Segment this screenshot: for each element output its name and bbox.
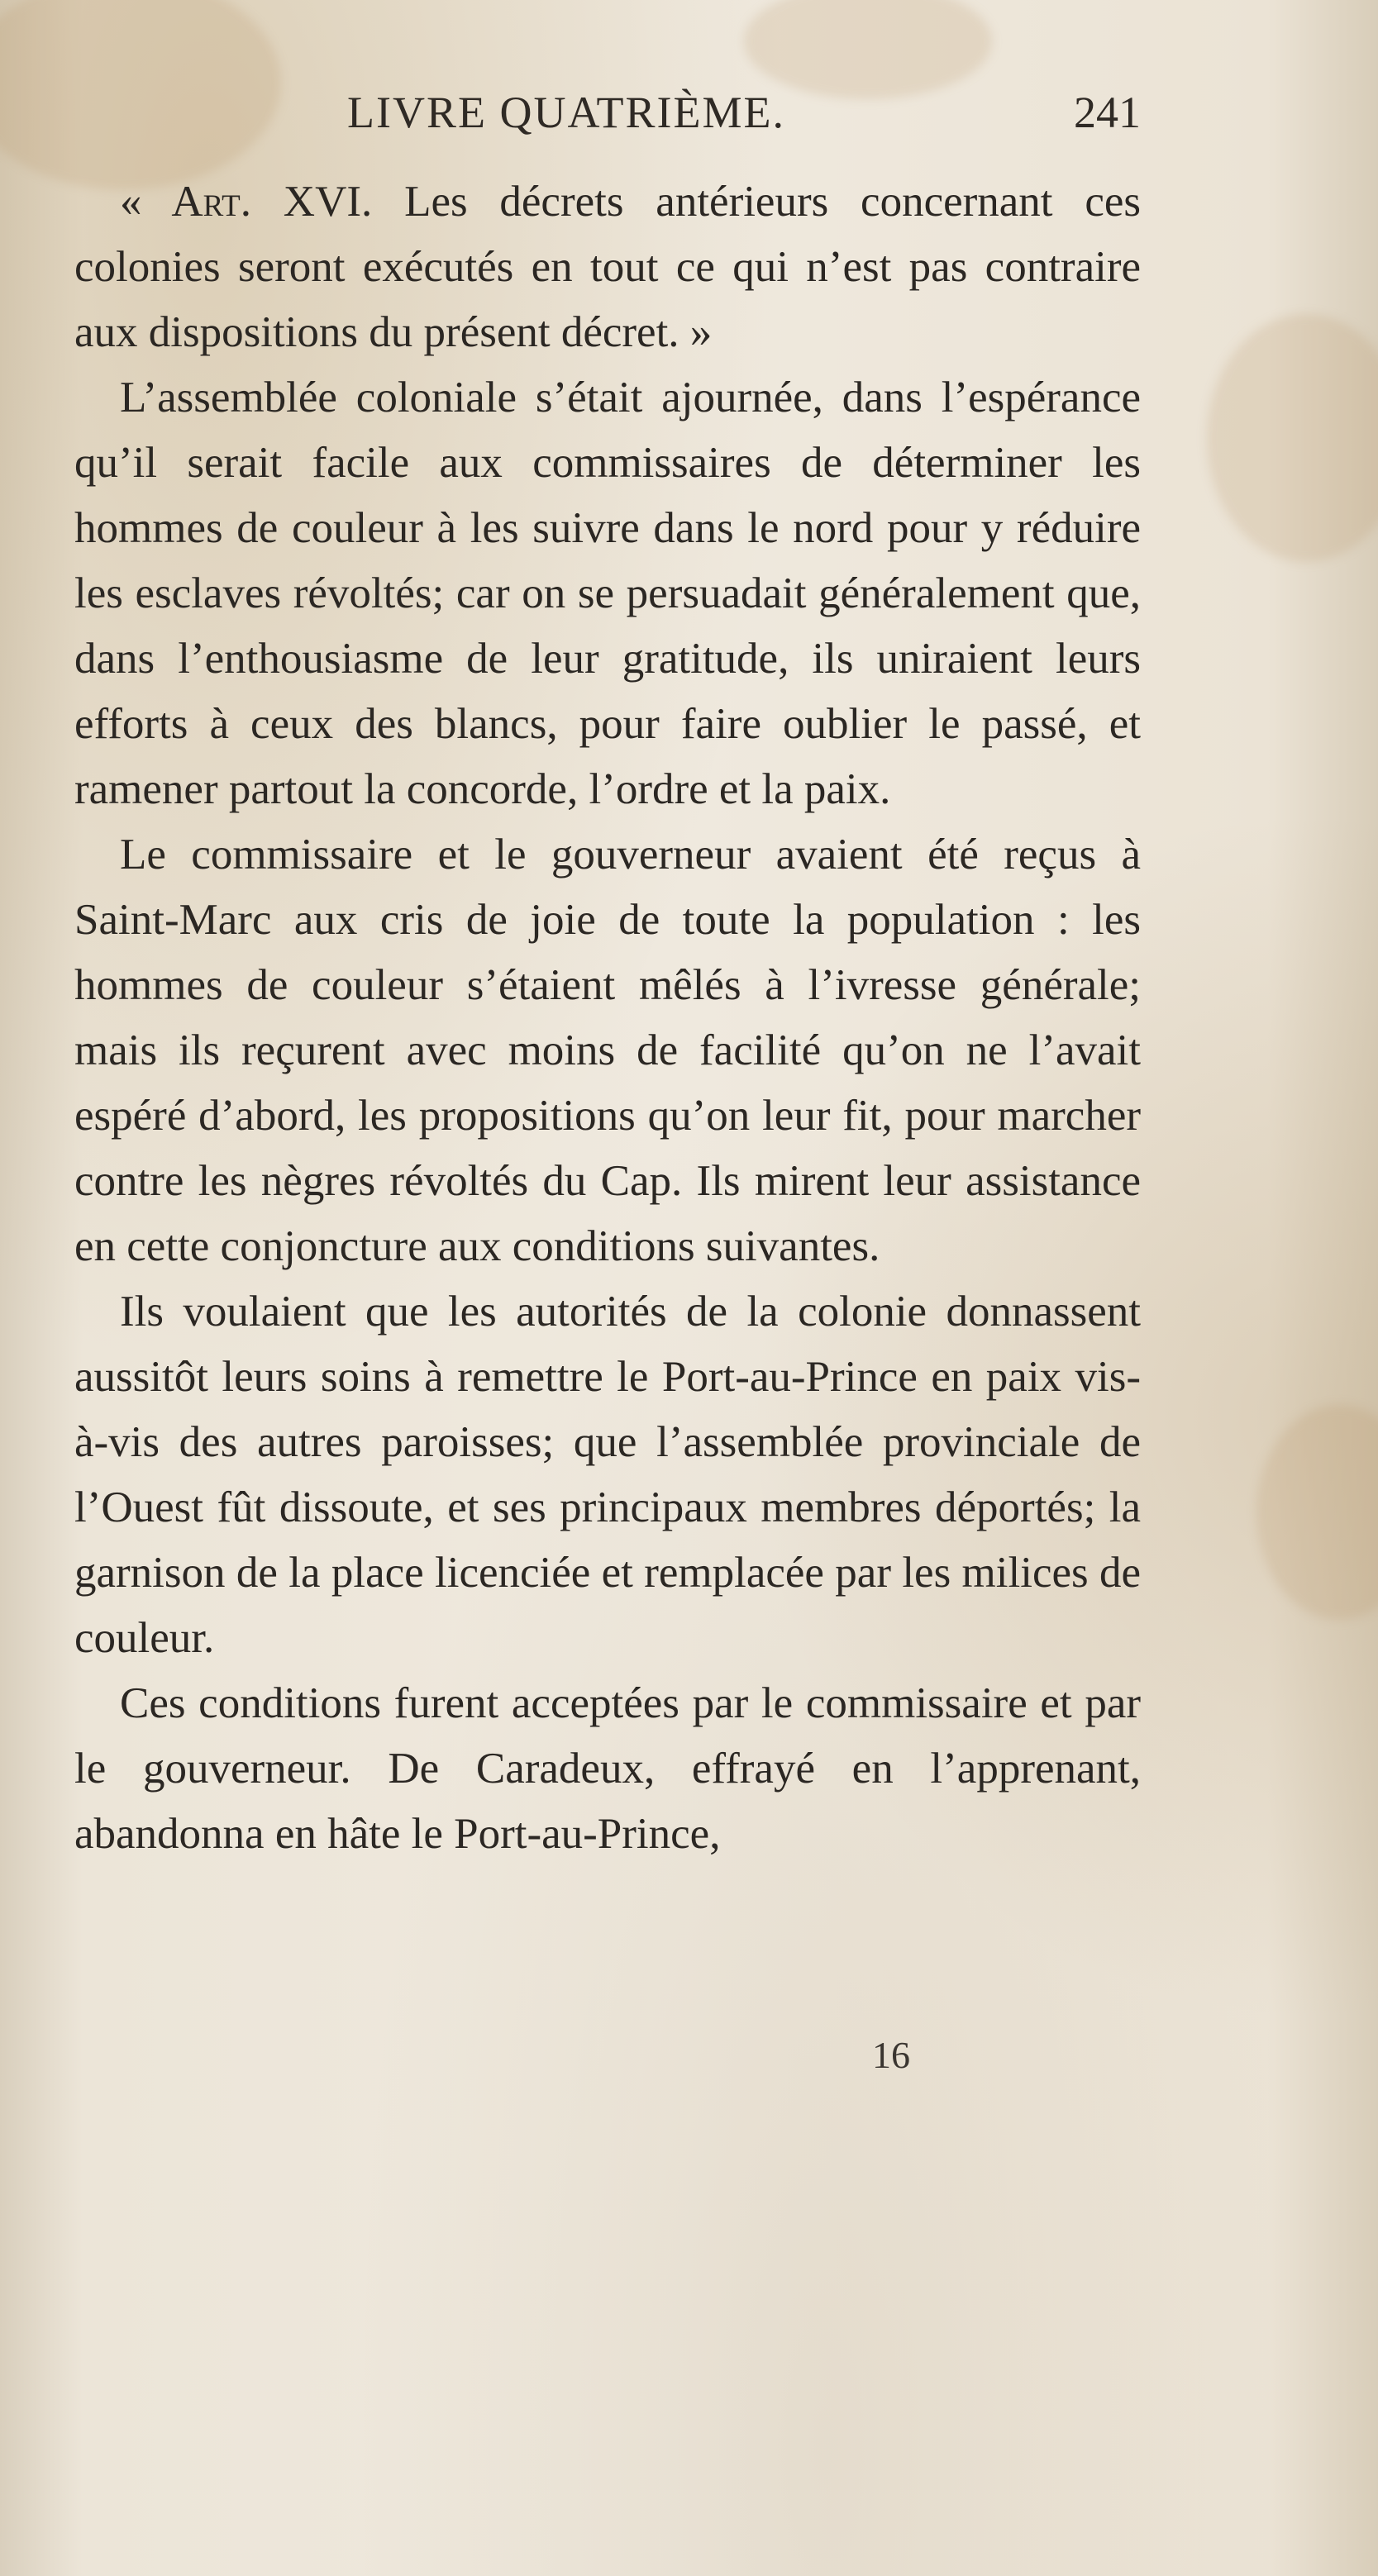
signature-mark: 16 xyxy=(872,2034,910,2076)
page-number: 241 xyxy=(1074,88,1141,137)
page-header xyxy=(74,87,1141,145)
running-title: LIVRE QUATRIÈME. xyxy=(347,88,785,137)
paragraph: Ils voulaient que les autorités de la colonie donnassent aussitôt leurs soins à remettre le Port-au-Prince en paix vis-à-vis des autres paroisses; que l’assemblée provinciale de l’Ouest fût dissoute, et ses principaux membres déportés; la garnison de la place licenciée et remplacée par les milices de couleur. xyxy=(74,1288,1141,1662)
paragraph-text: Les décrets antérieurs concernant ces colonies seront exécutés en tout ce qui n’est pas contraire aux dispositions du présent décret. » xyxy=(74,178,1142,356)
body-text xyxy=(74,169,1141,1867)
paragraph: Le commissaire et le gouverneur avaient été reçus à Saint-Marc aux cris de joie de toute la population : les hommes de couleur s’étaient mêlés à l’ivresse générale; mais ils reçurent avec moins de facilité qu’on ne l’avait espéré d’abord, les propositions qu’on leur fit, pour marcher contre les nègres révoltés du Cap. Ils mirent leur assistance en cette conjoncture aux conditions suivantes. xyxy=(74,831,1141,1270)
paper-stain xyxy=(744,0,992,99)
paragraph-article-xvi xyxy=(74,169,1141,365)
article-label: « Art. XVI. xyxy=(120,178,373,226)
paper-stain xyxy=(1207,314,1378,562)
paper-stain xyxy=(1256,1405,1378,1620)
paragraph: Ces conditions furent acceptées par le commissaire et par le gouverneur. De Caradeux, effrayé en l’apprenant, abandonna en hâte le Port-au-Prince, xyxy=(74,1679,1141,1858)
paragraph: L’assemblée coloniale s’était ajournée, dans l’espérance qu’il serait facile aux commissaires de déterminer les hommes de couleur à les suivre dans le nord pour y réduire les esclaves révoltés; car on se persuadait généralement que, dans l’enthousiasme de leur gratitude, ils uniraient leurs efforts à ceux des blancs, pour faire oublier le passé, et ramener partout la concorde, l’ordre et la paix. xyxy=(74,374,1141,813)
